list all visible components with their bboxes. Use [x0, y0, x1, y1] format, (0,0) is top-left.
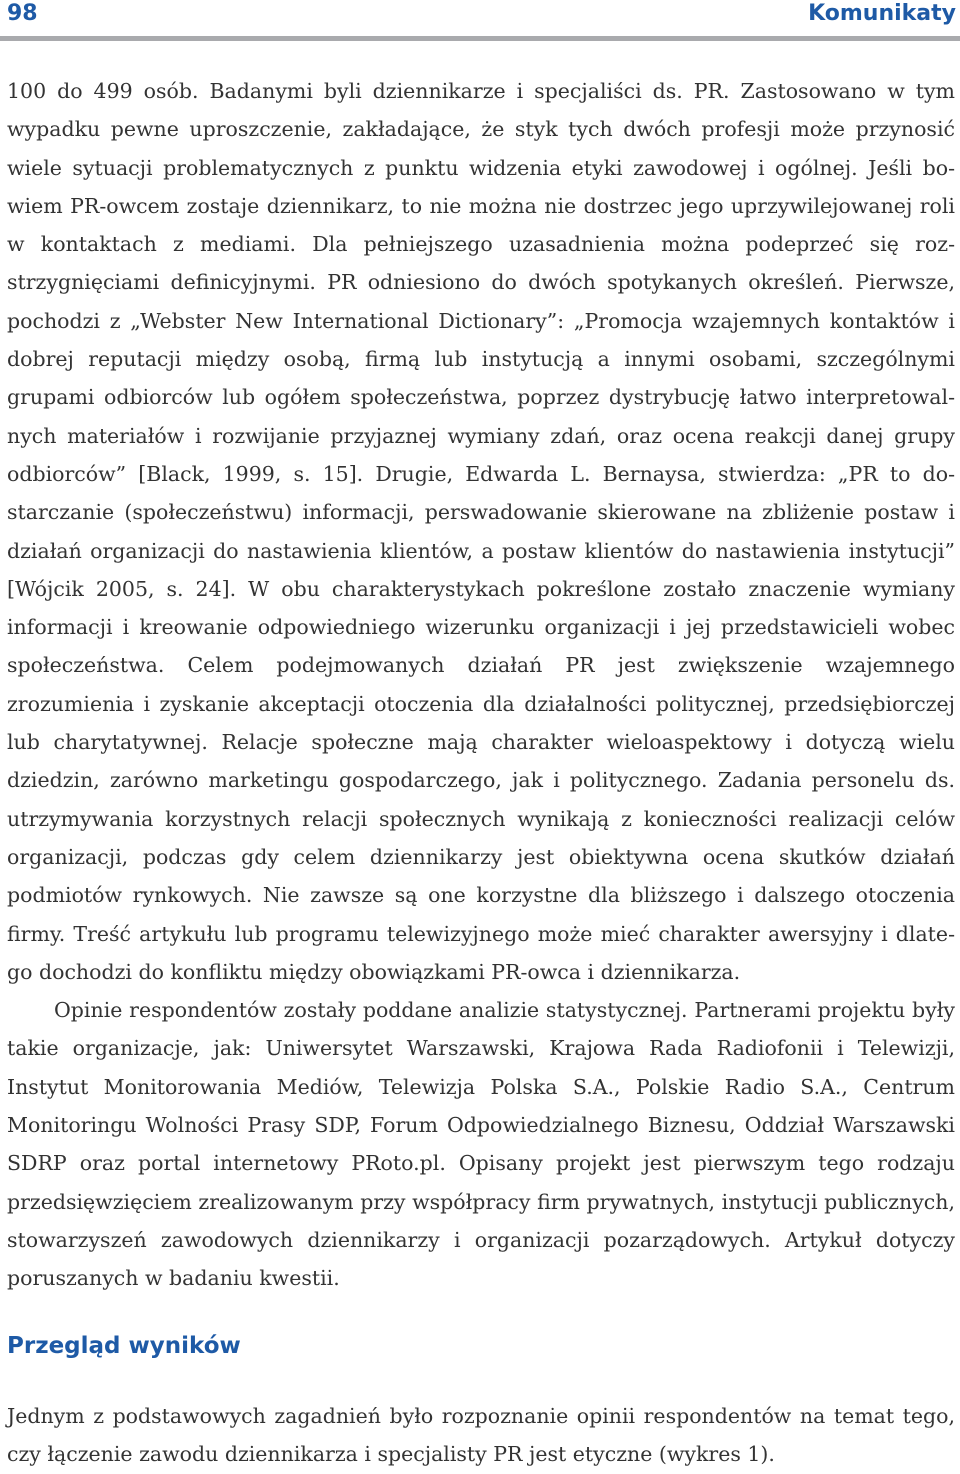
article-body [7, 72, 955, 1298]
results-section-body [7, 1397, 955, 1474]
running-section-title: Komunikaty [808, 1, 956, 26]
paragraph-3: Jednym z podstawowych zagadnień było rozpoznanie opinii respondentów na temat tego, czy łączenie zawodu dziennikarza i specjalisty PR jest etyczne (wykres 1). [7, 1404, 955, 1467]
page-header [0, 0, 960, 36]
paragraph-2: Opinie respondentów zostały poddane analizie statystycznej. Partnerami projektu były takie organizacje, jak: Uniwersytet Warszawski, Krajowa Rada Radiofonii i Telewizji, Instytut Monitorowania Mediów, Telewizja Polska S.A., Polskie Radio S.A., Centrum Monitoringu Wolności Prasy SDP, Forum Odpowiedzialnego Biznesu, Oddział Warszawski SDRP oraz portal internetowy PRoto.pl. Opisany projekt jest pierwszym tego rodzaju przedsięwzięciem zrealizowanym przy współpracy firm prywatnych, instytucji publicznych, stowarzyszeń zawodowych dziennikarzy i organizacji pozarządowych. Artykuł dotyczy poruszanych w badaniu kwestii. [7, 998, 955, 1291]
header-rule [0, 36, 960, 41]
section-heading: Przegląd wyników [7, 1333, 241, 1359]
paragraph-1: 100 do 499 osób. Badanymi byli dziennikarze i specjaliści ds. PR. Zastosowano w tym wypadku pewne uproszczenie, zakładające, że styk tych dwóch profesji może przynosić wiele sytuacji problematycznych z punktu widzenia etyki zawodowej i ogólnej. Jeśli bowiem PR-owcem zostaje dziennikarz, to nie można nie dostrzec jego uprzywilejowanej roli w kontaktach z mediami. Dla pełniejszego uzasadnienia można podeprzeć się rozstrzygnięciami definicyjnymi. PR odniesiono do dwóch spotykanych określeń. Pierwsze, pochodzi z „Webster New International Dictionary”: „Promocja wzajemnych kontaktów i dobrej reputacji między osobą, firmą lub instytucją a innymi osobami, szczególnymi grupami odbiorców lub ogółem społeczeństwa, poprzez dystrybucję łatwo interpretowalnych materiałów i rozwijanie przyjaznej wymiany zdań, oraz ocena reakcji danej grupy odbiorców” [Black, 1999, s. 15]. Drugie, Edwarda L. Bernaysa, stwierdza: „PR to dostarczanie (społeczeństwu) informacji, perswadowanie skierowane na zbliżenie postaw i działań organizacji do nastawienia klientów, a postaw klientów do nastawienia instytucji” [Wójcik 2005, s. 24]. W obu charakterystykach pokreślone zostało znaczenie wymiany informacji i kreowanie odpowiedniego wizerunku organizacji i jej przedstawicieli wobec społeczeństwa. Celem podejmowanych działań PR jest zwiększenie wzajemnego zrozumienia i zyskanie akceptacji otoczenia dla działalności politycznej, przedsiębiorczej lub charytatywnej. Relacje społeczne mają charakter wieloaspektowy i dotyczą wielu dziedzin, zarówno marketingu gospodarczego, jak i politycznego. Zadania personelu ds. utrzymywania korzystnych relacji społecznych wynikają z konieczności realizacji celów organizacji, podczas gdy celem dziennikarzy jest obiektywna ocena skutków działań podmiotów rynkowych. Nie zawsze są one korzystne dla bliższego i dalszego otoczenia firmy. Treść artykułu lub programu telewizyjnego może mieć charakter awersyjny i dlatego dochodzi do konfliktu między obowiązkami PR-owca i dziennikarza. [7, 79, 955, 984]
page-number: 98 [7, 1, 38, 26]
